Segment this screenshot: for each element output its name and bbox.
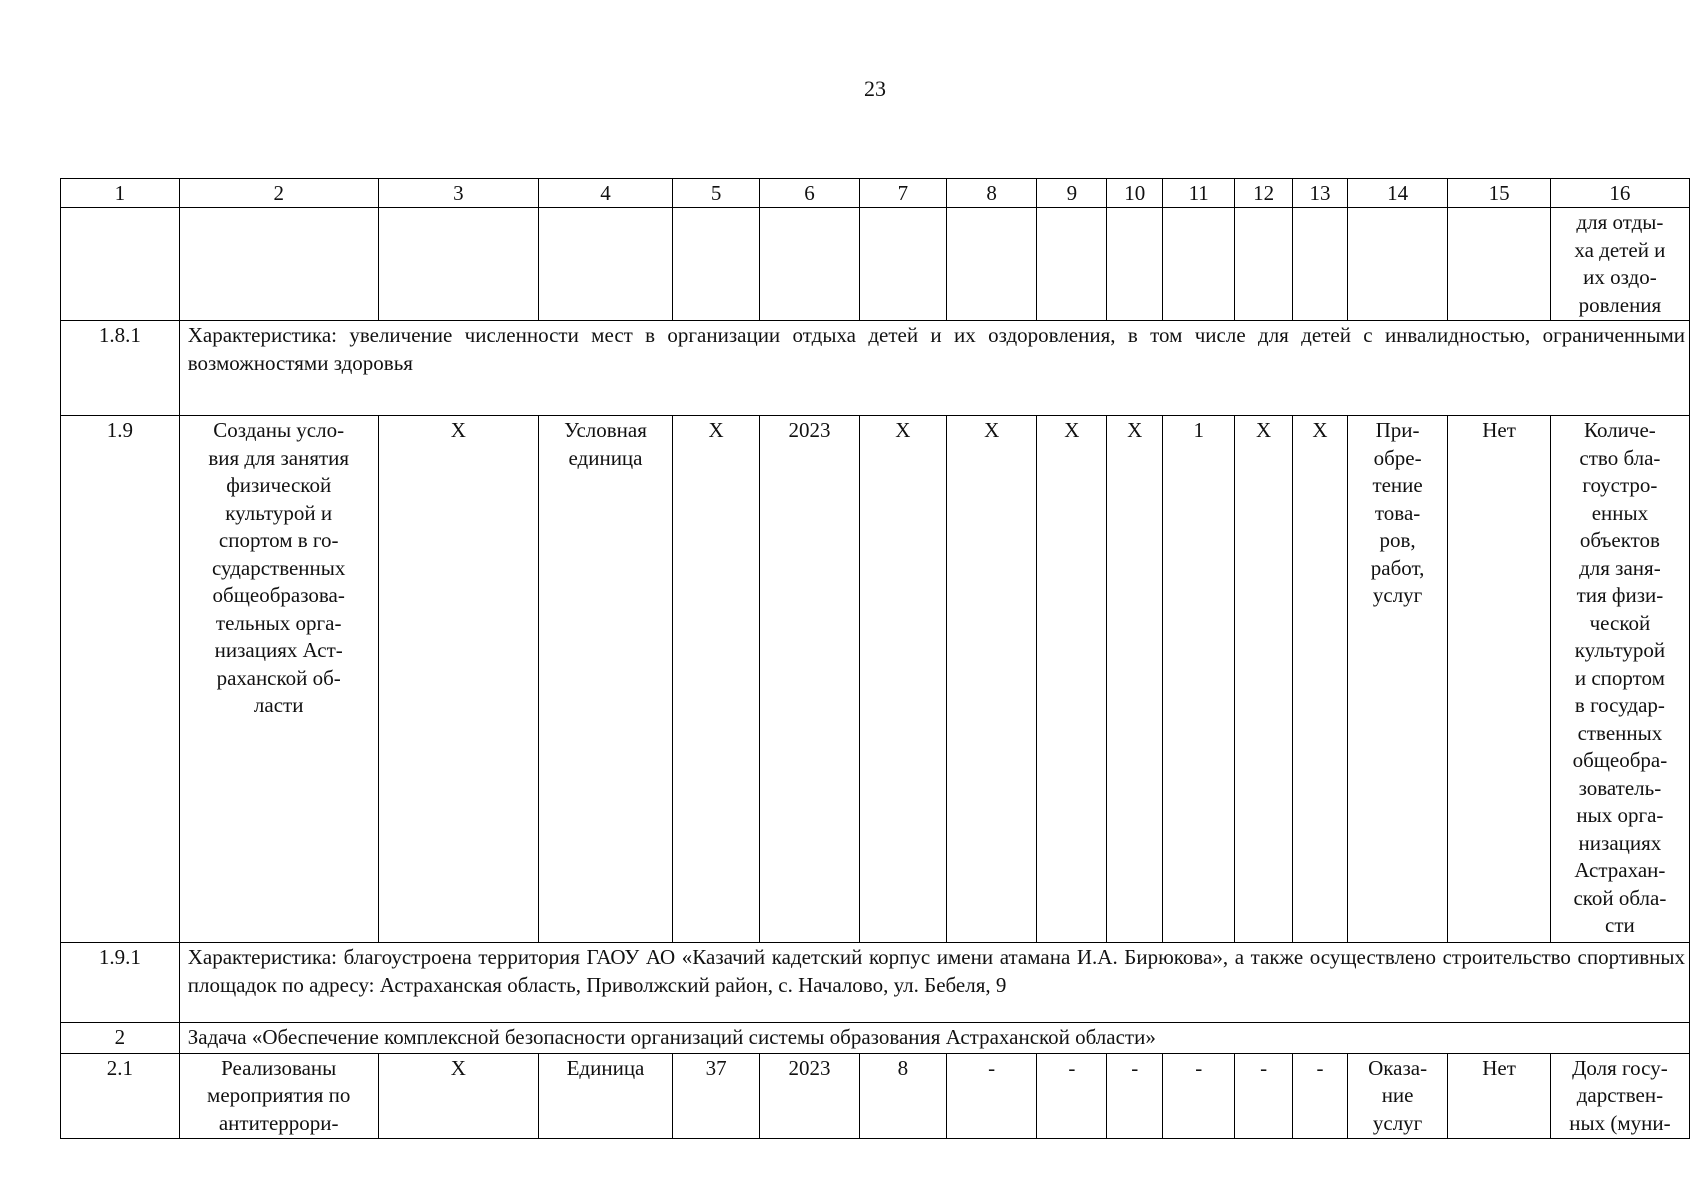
column-header-3: 3 (378, 179, 538, 208)
column-header-14: 14 (1347, 179, 1447, 208)
cell-col-12: X (1235, 416, 1293, 943)
row-number: 1.8.1 (61, 321, 180, 416)
cell-col-11: - (1163, 1053, 1235, 1139)
cell-col-7: 8 (859, 1053, 946, 1139)
characteristic-text: Характеристика: благоустроена территория ГАОУ АО «Казачий кадетский корпус имени атамана И.А. Бирюкова», а также осуществлено строительство спортивных площадок по адресу: Астраханская область, Приволжский район, с. Началово, ул. Бебеля, 9 (179, 943, 1689, 1023)
continuation-cell-16: для отды- ха детей и их оздо- ровления (1550, 208, 1689, 321)
cell-col-12: - (1235, 1053, 1293, 1139)
page-number: 23 (864, 76, 886, 101)
column-header-1: 1 (61, 179, 180, 208)
column-header-9: 9 (1037, 179, 1107, 208)
cell-col-8: X (947, 416, 1037, 943)
result-description: Доля госу- дарствен- ных (муни- (1550, 1053, 1689, 1139)
characteristic-text: Характеристика: увеличение численности мест в организации отдыха детей и их оздоровления, в том числе для детей с инвалидностью, ограниченными возможностями здоровья (179, 321, 1689, 416)
cell-col-10: X (1107, 416, 1163, 943)
cell-col-13: X (1293, 416, 1348, 943)
cell-col-11: 1 (1163, 416, 1235, 943)
cell-col-8: - (947, 1053, 1037, 1139)
task-text: Задача «Обеспечение комплексной безопасности организаций системы образования Астраханской области» (179, 1023, 1689, 1054)
column-header-11: 11 (1163, 179, 1235, 208)
column-header-7: 7 (859, 179, 946, 208)
result-type: При- обре- тение това- ров, работ, услуг (1347, 416, 1447, 943)
unit-of-measure: Единица (539, 1053, 673, 1139)
column-header-5: 5 (672, 179, 759, 208)
cell-col-9: X (1037, 416, 1107, 943)
column-header-10: 10 (1107, 179, 1163, 208)
table-row-2-1 (61, 1053, 1690, 1139)
cell-col-10: - (1107, 1053, 1163, 1139)
result-description: Количе- ство бла- гоустро- енных объектов для заня- тия физи- ческой культурой и спортом в государ- ственных общеобра- зователь- ных орга- низациях Астрахан- ской обла- сти (1550, 416, 1689, 943)
continuation-row (61, 208, 1690, 321)
table-row-1-9 (61, 416, 1690, 943)
column-header-15: 15 (1448, 179, 1551, 208)
program-table (60, 178, 1690, 1139)
characteristic-row-1-9-1 (61, 943, 1690, 1023)
column-header-13: 13 (1293, 179, 1348, 208)
row-number: 2.1 (61, 1053, 180, 1139)
result-name: Реализованы мероприятия по антитеррори- (179, 1053, 378, 1139)
cell-col-5: X (672, 416, 759, 943)
column-number-header-row (61, 179, 1690, 208)
cell-col-13: - (1293, 1053, 1348, 1139)
result-type: Оказа- ние услуг (1347, 1053, 1447, 1139)
column-header-4: 4 (539, 179, 673, 208)
unit-of-measure: Условная единица (539, 416, 673, 943)
column-header-2: 2 (179, 179, 378, 208)
column-header-8: 8 (947, 179, 1037, 208)
cell-col-6-year: 2023 (760, 416, 859, 943)
cell-col-9: - (1037, 1053, 1107, 1139)
cell-col-7: X (859, 416, 946, 943)
task-row-2 (61, 1023, 1690, 1054)
cell-col-3: X (378, 1053, 538, 1139)
characteristic-row-1-8-1 (61, 321, 1690, 416)
column-header-16: 16 (1550, 179, 1689, 208)
result-name: Созданы усло- вия для занятия физической культурой и спортом в го- сударственных общеобразова- тельных орга- низациях Аст- раханской об- ласти (179, 416, 378, 943)
cell-col-5: 37 (672, 1053, 759, 1139)
cell-col-3: X (378, 416, 538, 943)
row-number: 1.9.1 (61, 943, 180, 1023)
column-header-12: 12 (1235, 179, 1293, 208)
cell-col-15: Нет (1448, 416, 1551, 943)
row-number: 1.9 (61, 416, 180, 943)
column-header-6: 6 (760, 179, 859, 208)
cell-col-15: Нет (1448, 1053, 1551, 1139)
row-number: 2 (61, 1023, 180, 1054)
cell-col-6-year: 2023 (760, 1053, 859, 1139)
